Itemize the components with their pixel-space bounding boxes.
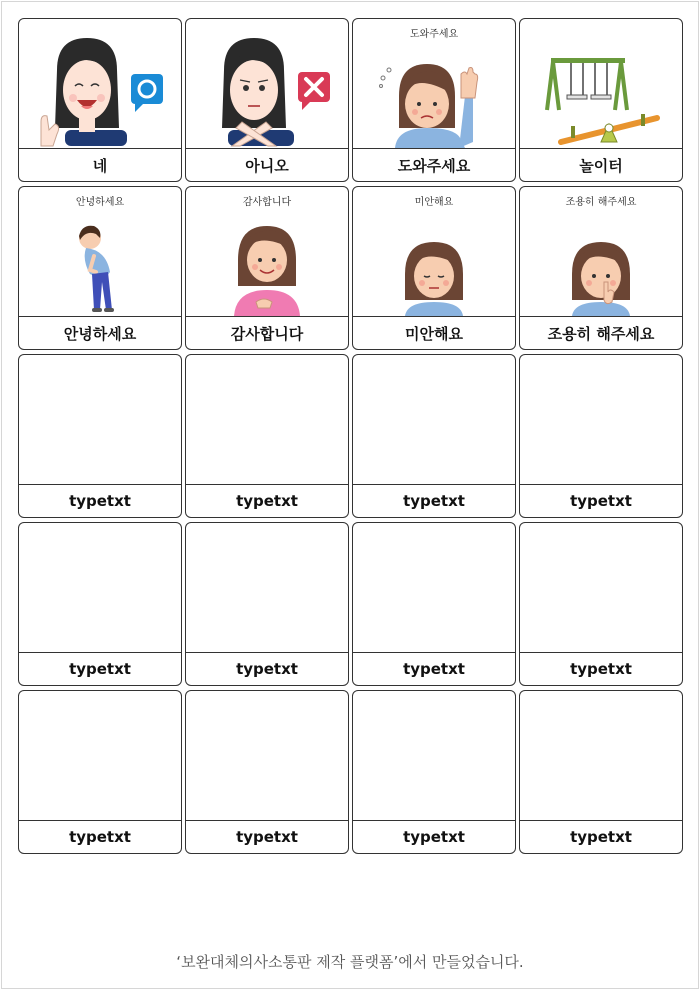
- card-caption: 감사합니다: [242, 197, 292, 208]
- card-label: typetxt: [236, 828, 298, 846]
- card-image-area: [353, 355, 515, 485]
- card-image-area: [520, 19, 682, 149]
- card-empty[interactable]: [185, 354, 349, 518]
- no-girl-icon: [202, 30, 332, 148]
- card-image-area: [353, 691, 515, 821]
- card-label: 미안해요: [405, 324, 463, 343]
- card-label: 네: [92, 156, 108, 175]
- card-empty[interactable]: [18, 522, 182, 686]
- card-empty[interactable]: [185, 522, 349, 686]
- card-image-area: [353, 187, 515, 317]
- communication-board-page: [1, 1, 699, 989]
- thankful-girl-icon: [222, 220, 312, 316]
- card-empty[interactable]: [352, 354, 516, 518]
- card-image-area: [520, 187, 682, 317]
- help-girl-icon: [369, 52, 499, 148]
- footer-credit: ‘보완대체의사소통판 제작 플랫폼’에서 만들었습니다.: [176, 953, 524, 971]
- card-image-area: [186, 523, 348, 653]
- card-label: typetxt: [570, 828, 632, 846]
- card-empty[interactable]: [519, 690, 683, 854]
- card-label: 감사합니다: [230, 324, 304, 343]
- card-label: typetxt: [236, 492, 298, 510]
- card-empty[interactable]: [352, 690, 516, 854]
- card-caption: 미안해요: [414, 197, 454, 208]
- card-label: typetxt: [69, 492, 131, 510]
- card-image-area: [186, 691, 348, 821]
- card-no[interactable]: [185, 18, 349, 182]
- card-label: typetxt: [570, 492, 632, 510]
- card-empty[interactable]: [519, 522, 683, 686]
- card-image-area: [19, 187, 181, 317]
- card-quiet[interactable]: [519, 186, 683, 350]
- sorry-girl-icon: [389, 236, 479, 316]
- card-label: 도와주세요: [397, 156, 471, 175]
- card-label: typetxt: [403, 660, 465, 678]
- card-image-area: [186, 187, 348, 317]
- card-empty[interactable]: [352, 522, 516, 686]
- card-caption: 도와주세요: [409, 29, 459, 40]
- card-help[interactable]: [352, 18, 516, 182]
- card-empty[interactable]: [18, 354, 182, 518]
- card-label: typetxt: [69, 828, 131, 846]
- card-image-area: [520, 523, 682, 653]
- card-image-area: [186, 19, 348, 149]
- playground-icon: [531, 38, 671, 148]
- card-image-area: [19, 19, 181, 149]
- card-label: typetxt: [403, 828, 465, 846]
- card-sorry[interactable]: [352, 186, 516, 350]
- card-label: 안녕하세요: [63, 324, 137, 343]
- card-hello[interactable]: [18, 186, 182, 350]
- card-image-area: [19, 691, 181, 821]
- card-caption: 안녕하세요: [75, 197, 125, 208]
- card-image-area: [186, 355, 348, 485]
- card-image-area: [19, 523, 181, 653]
- quiet-girl-icon: [556, 236, 646, 316]
- card-yes[interactable]: [18, 18, 182, 182]
- card-label: typetxt: [236, 660, 298, 678]
- card-empty[interactable]: [185, 690, 349, 854]
- card-label: typetxt: [570, 660, 632, 678]
- card-caption: 조용히 해주세요: [565, 197, 637, 208]
- card-playground[interactable]: [519, 18, 683, 182]
- card-label: 놀이터: [579, 156, 623, 175]
- yes-girl-icon: [35, 30, 165, 148]
- card-empty[interactable]: [519, 354, 683, 518]
- card-empty[interactable]: [18, 690, 182, 854]
- card-image-area: [520, 691, 682, 821]
- card-label: 아니오: [245, 156, 289, 175]
- card-image-area: [520, 355, 682, 485]
- card-label: typetxt: [403, 492, 465, 510]
- bowing-boy-icon: [60, 220, 140, 316]
- card-image-area: [19, 355, 181, 485]
- card-grid: [18, 18, 683, 854]
- card-thanks[interactable]: [185, 186, 349, 350]
- card-label: typetxt: [69, 660, 131, 678]
- card-image-area: [353, 19, 515, 149]
- card-image-area: [353, 523, 515, 653]
- card-label: 조용히 해주세요: [547, 324, 655, 343]
